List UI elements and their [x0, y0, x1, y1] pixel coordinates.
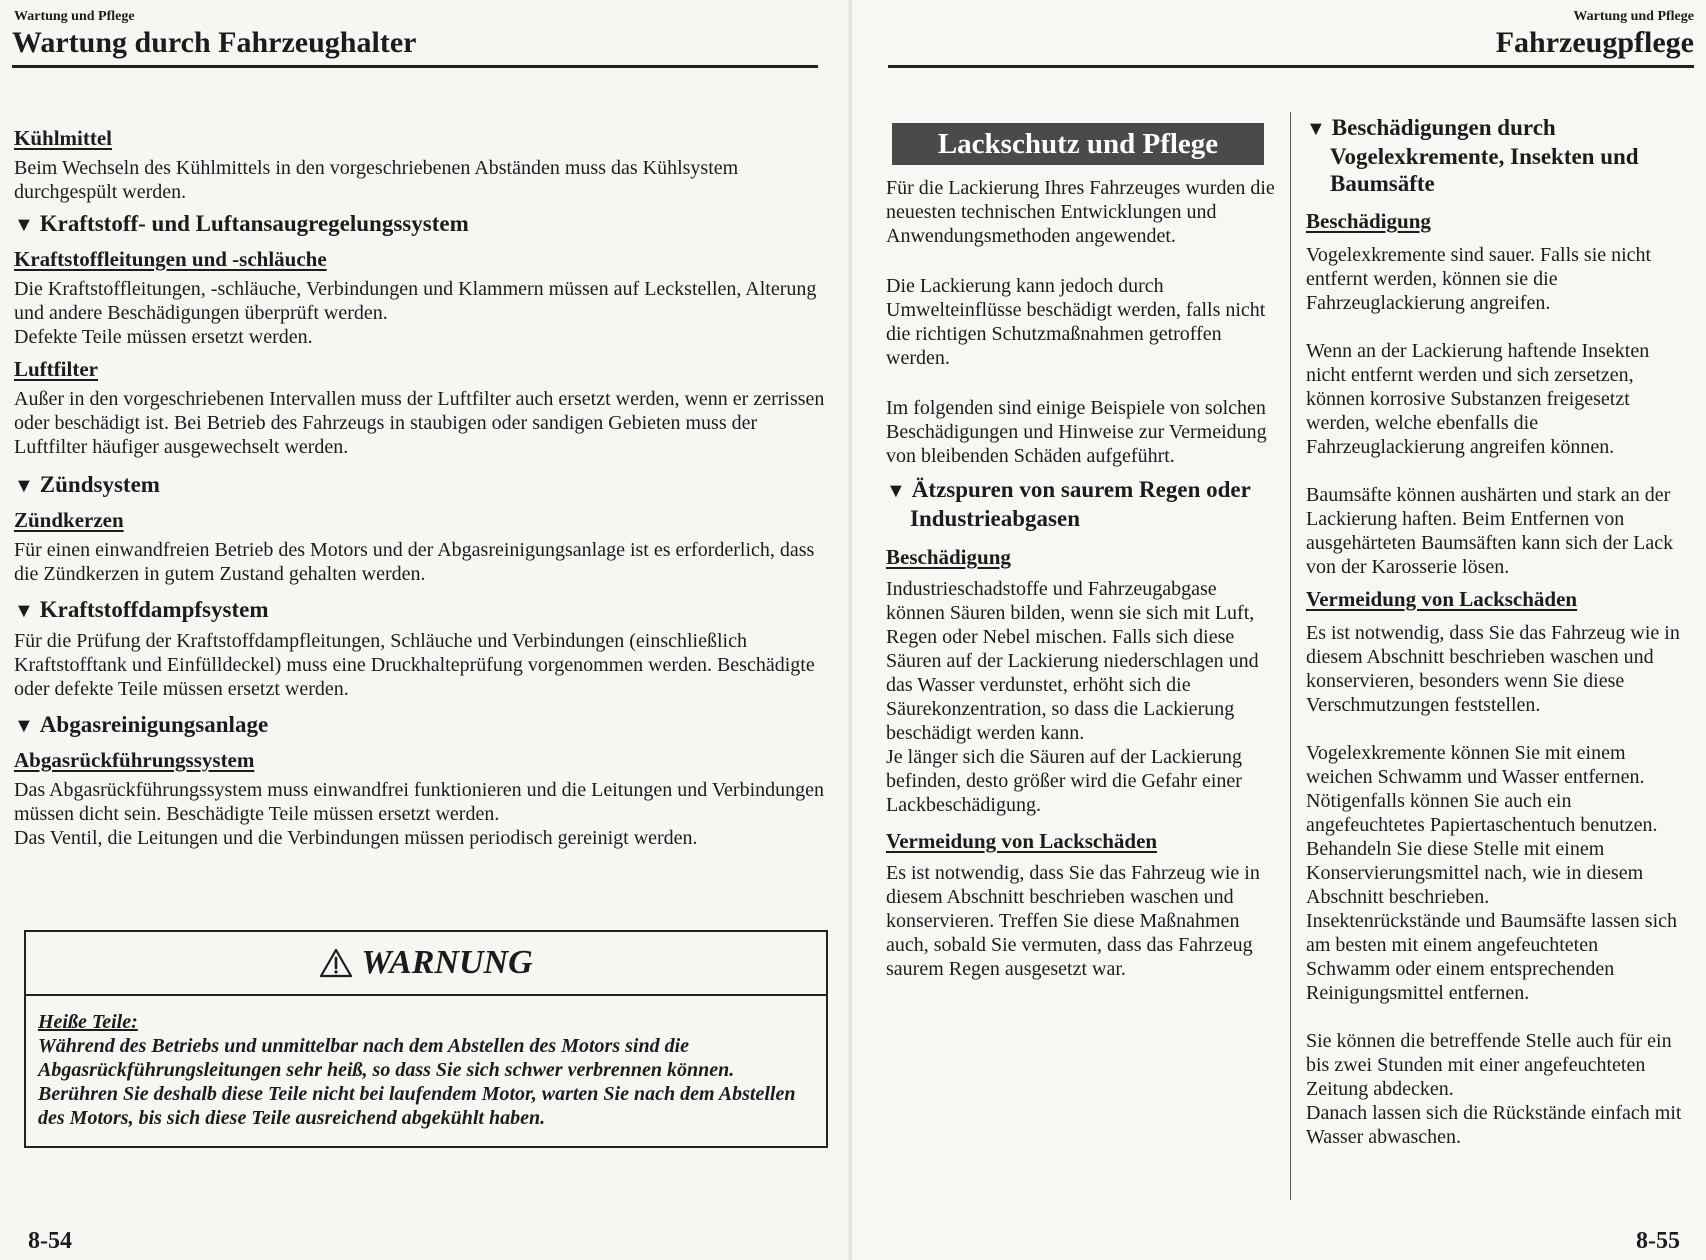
warning-box [24, 930, 828, 1148]
paragraph: Beim Wechseln des Kühlmittels in den vorgeschriebenen Abständen muss das Kühlsystem durchgespült werden. [14, 157, 739, 203]
paragraph: Es ist notwendig, dass Sie das Fahrzeug wie in diesem Abschnitt beschrieben waschen und konservieren. Treffen Sie diese Maßnahmen auch, sobald Sie vermuten, dass das Fahrzeug saurem Regen ausgesetzt war. [886, 862, 1260, 980]
page-title: Wartung durch Fahrzeughalter [12, 26, 417, 59]
running-head: Wartung und Pflege [1573, 9, 1694, 24]
page-number: 8-54 [28, 1228, 72, 1254]
warning-header [26, 932, 826, 996]
triangle-down-icon: ▼ [14, 214, 34, 236]
title-rule [888, 65, 1694, 68]
paragraph: Defekte Teile müssen ersetzt werden. [14, 326, 313, 348]
triangle-down-icon: ▼ [14, 475, 34, 497]
section-heading-abgas: ▼ Abgasreinigungsanlage [14, 712, 269, 737]
section-heading-bird: ▼ Beschädigungen durch Vogelexkremente, Insekten und Baumsäfte [1306, 115, 1639, 196]
warning-title: WARNUNG [319, 944, 532, 982]
triangle-down-icon: ▼ [1306, 118, 1326, 140]
paragraph: Insektenrückstände und Baumsäfte lassen sich am besten mit einem angefeuchteten Schwamm oder einem entsprechenden Reinigungsmittel entfernen. [1306, 910, 1678, 1004]
paragraph: Wenn an der Lackierung haftende Insekten nicht entfernt werden und sich zersetzen, können korrosive Substanzen freigesetzt werden, welche ebenfalls die Fahrzeuglackierung angreifen können. [1306, 340, 1650, 458]
left-column [14, 118, 834, 850]
paragraph: Außer in den vorgeschriebenen Intervallen muss der Luftfilter auch ersetzt werden, wenn er zerrissen oder beschädigt ist. Bei Betrieb des Fahrzeugs in staubigen oder sandigen Gebieten muss der Luftfilter häufiger ausgewechselt werden. [14, 388, 825, 458]
right-column [1306, 114, 1686, 1149]
title-rule [12, 65, 818, 68]
section-heading-zuend: ▼ Zündsystem [14, 472, 160, 497]
paragraph: Sie können die betreffende Stelle auch für ein bis zwei Stunden mit einer angefeuchteten Zeitung abdecken. [1306, 1030, 1672, 1100]
subheading-zuendkerzen: Zündkerzen [14, 508, 124, 532]
page-title: Fahrzeugpflege [1495, 26, 1694, 59]
paragraph: Das Ventil, die Leitungen und die Verbindungen müssen periodisch gereinigt werden. [14, 827, 698, 849]
paragraph: Danach lassen sich die Rückstände einfach mit Wasser abwaschen. [1306, 1102, 1682, 1148]
triangle-down-icon: ▼ [886, 480, 906, 502]
subheading-agr: Abgasrückführungssystem [14, 748, 255, 772]
subheading-vermeidung: Vermeidung von Lackschäden [1306, 587, 1578, 611]
running-head: Wartung und Pflege [14, 9, 135, 24]
paragraph: Je länger sich die Säuren auf der Lackierung befinden, desto größer wird die Gefahr einer Lackbeschädigung. [886, 746, 1242, 816]
warning-body [26, 996, 826, 1130]
warning-text: Während des Betriebs und unmittelbar nach dem Abstellen des Motors sind die Abgasrückführungsleitungen sehr heiß, so dass Sie sich schwer verbrennen können. Berühren Sie deshalb diese Teile nicht bei laufendem Motor, warten Sie nach dem Abstellen des Motors, bis sich diese Teile ausreichend abgekühlt haben. [38, 1035, 796, 1129]
section-heading-kraftstoff: ▼ Kraftstoff- und Luftansaugregelungssystem [14, 211, 469, 236]
paragraph: Im folgenden sind einige Beispiele von solchen Beschädigungen und Hinweise zur Vermeidung von bleibenden Schäden aufgeführt. [886, 397, 1267, 467]
section-banner: Lackschutz und Pflege [892, 123, 1264, 165]
middle-column [886, 176, 1276, 981]
right-page [852, 0, 1706, 1260]
section-heading-dampf: ▼ Kraftstoffdampfsystem [14, 597, 269, 622]
paragraph: Für die Prüfung der Kraftstoffdampfleitungen, Schläuche und Verbindungen (einschließlich Kraftstofftank und Einfülldeckel) muss eine Druckhalteprüfung vorgenommen werden. Beschädigte oder defekte Teile müssen ersetzt werden. [14, 630, 815, 700]
subheading-kuehlmittel: Kühlmittel [14, 126, 112, 150]
paragraph: Vogelexkremente sind sauer. Falls sie nicht entfernt werden, können sie die Fahrzeuglackierung angreifen. [1306, 244, 1652, 314]
subheading-beschaedigung: Beschädigung [1306, 209, 1431, 233]
subheading-leitungen: Kraftstoffleitungen und -schläuche [14, 247, 327, 271]
paragraph: Es ist notwendig, dass Sie das Fahrzeug wie in diesem Abschnitt beschrieben waschen und konservieren, besonders wenn Sie diese Verschmutzungen feststellen. [1306, 622, 1680, 716]
paragraph: Die Kraftstoffleitungen, -schläuche, Verbindungen und Klammern müssen auf Leckstellen, Alterung und andere Beschädigungen überprüft werden. [14, 278, 817, 324]
paragraph: Industrieschadstoffe und Fahrzeugabgase können Säuren bilden, wenn sie sich mit Luft, Regen oder Nebel mischen. Falls sich diese Säuren auf der Lackierung niederschlagen und das Wasser verdunstet, erhöht sich die Säurekonzentration, so dass die Lackierung beschädigt werden kann. [886, 578, 1259, 744]
subheading-luftfilter: Luftfilter [14, 357, 98, 381]
column-divider [1290, 112, 1291, 1200]
triangle-down-icon: ▼ [14, 600, 34, 622]
paragraph: Die Lackierung kann jedoch durch Umwelteinflüsse beschädigt werden, falls nicht die richtigen Schutzmaßnahmen getroffen werden. [886, 275, 1266, 369]
paragraph: Baumsäfte können aushärten und stark an der Lackierung haften. Beim Entfernen von ausgehärteten Baumsäften kann sich der Lack von der Karosserie lösen. [1306, 484, 1674, 578]
triangle-down-icon: ▼ [14, 715, 34, 737]
section-heading-acid: ▼ Ätzspuren von saurem Regen oder Industrieabgasen [886, 477, 1251, 531]
paragraph: Das Abgasrückführungssystem muss einwandfrei funktionieren und die Leitungen und Verbindungen müssen dicht sein. Beschädigte Teile müssen ersetzt werden. [14, 779, 825, 825]
warning-triangle-icon [319, 948, 353, 978]
paragraph: Vogelexkremente können Sie mit einem weichen Schwamm und Wasser entfernen. Nötigenfalls können Sie auch ein angefeuchtetes Papiertaschentuch benutzen. Behandeln Sie diese Stelle mit einem Konservierungsmittel nach, wie in diesem Abschnitt beschrieben. [1306, 742, 1658, 908]
warning-subheading: Heiße Teile: [38, 1011, 138, 1033]
paragraph: Für einen einwandfreien Betrieb des Motors und der Abgasreinigungsanlage ist es erforderlich, dass die Zündkerzen in gutem Zustand gehalten werden. [14, 539, 815, 585]
left-page [0, 0, 852, 1260]
paragraph: Für die Lackierung Ihres Fahrzeuges wurden die neuesten technischen Entwicklungen und Anwendungsmethoden angewendet. [886, 177, 1275, 247]
subheading-vermeidung: Vermeidung von Lackschäden [886, 829, 1158, 853]
page-number: 8-55 [1636, 1228, 1680, 1254]
subheading-beschaedigung: Beschädigung [886, 545, 1011, 569]
